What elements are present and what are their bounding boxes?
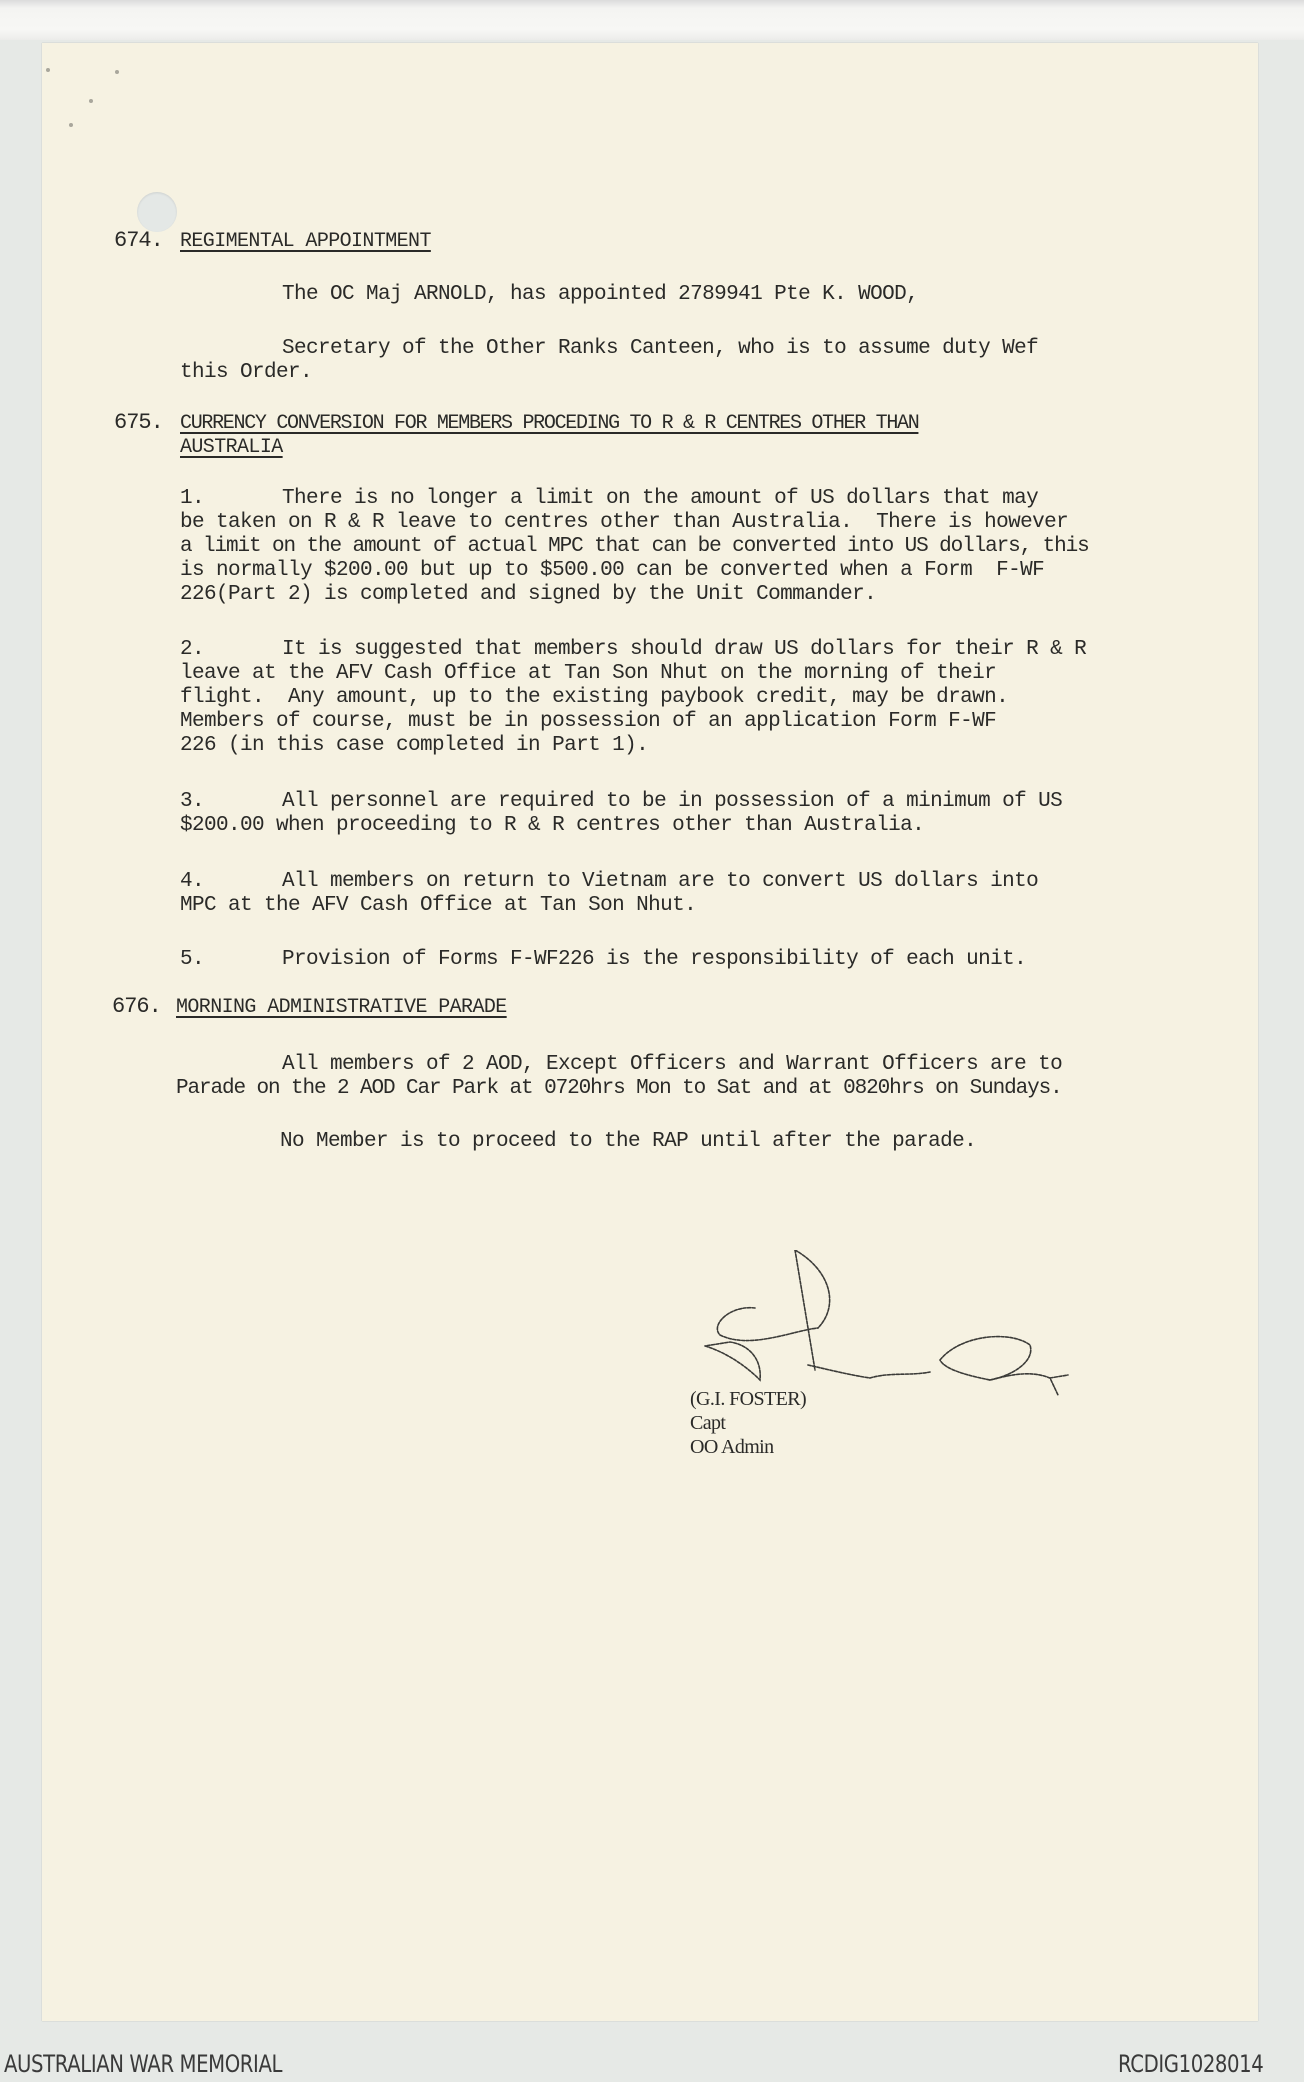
paper-speck — [46, 68, 50, 72]
item-line: 226(Part 2) is completed and signed by the Unit Commander. — [180, 583, 877, 606]
paragraph-line: Secretary of the Other Ranks Canteen, who is to assume duty Wef — [282, 337, 1039, 360]
section-heading-continued: AUSTRALIA — [180, 436, 283, 459]
punch-hole — [137, 192, 177, 232]
footer-reference: RCDIG1028014 — [1118, 2050, 1264, 2078]
footer-institution: AUSTRALIAN WAR MEMORIAL — [4, 2050, 283, 2078]
paper-speck — [115, 70, 119, 74]
item-line: All members on return to Vietnam are to convert US dollars into — [282, 870, 1039, 893]
item-number: 2. — [180, 638, 205, 661]
section-heading: REGIMENTAL APPOINTMENT — [180, 230, 431, 253]
item-number: 4. — [180, 870, 205, 893]
item-line: Members of course, must be in possession of an application Form F-WF — [180, 710, 997, 733]
item-line: 226 (in this case completed in Part 1). — [180, 734, 649, 757]
item-line: MPC at the AFV Cash Office at Tan Son Nhut. — [180, 894, 697, 917]
item-line: leave at the AFV Cash Office at Tan Son Nhut on the morning of their — [180, 662, 997, 685]
section-heading: CURRENCY CONVERSION FOR MEMBERS PROCEDING TO R & R CENTRES OTHER THAN — [180, 412, 919, 435]
section-number: 675. — [114, 410, 163, 435]
paragraph-line: No Member is to proceed to the RAP until after the parade. — [280, 1130, 977, 1153]
item-line: $200.00 when proceeding to R & R centres other than Australia. — [180, 814, 925, 837]
item-number: 1. — [180, 487, 205, 510]
section-number: 674. — [114, 228, 163, 253]
section-heading: MORNING ADMINISTRATIVE PARADE — [176, 996, 507, 1019]
signatory-name: (G.I. FOSTER) — [690, 1388, 807, 1410]
item-line: It is suggested that members should draw US dollars for their R & R — [282, 638, 1087, 661]
paragraph-line: All members of 2 AOD, Except Officers and Warrant Officers are to — [282, 1053, 1063, 1076]
signatory-appointment: OO Admin — [690, 1436, 774, 1458]
item-line: is normally $200.00 but up to $500.00 can be converted when a Form F-WF — [180, 559, 1045, 582]
item-line: There is no longer a limit on the amount of US dollars that may — [282, 487, 1039, 510]
item-line: be taken on R & R leave to centres other than Australia. There is however — [180, 511, 1069, 534]
paper-speck — [89, 99, 93, 103]
item-line: Provision of Forms F-WF226 is the responsibility of each unit. — [282, 948, 1027, 971]
item-line: flight. Any amount, up to the existing paybook credit, may be drawn. — [180, 686, 1009, 709]
item-number: 5. — [180, 948, 205, 971]
paper-speck — [69, 123, 73, 127]
paragraph-line: Parade on the 2 AOD Car Park at 0720hrs Mon to Sat and at 0820hrs on Sundays. — [176, 1077, 1062, 1100]
item-line: All personnel are required to be in possession of a minimum of US — [282, 790, 1063, 813]
signatory-rank: Capt — [690, 1412, 726, 1434]
item-number: 3. — [180, 790, 205, 813]
paragraph-line: The OC Maj ARNOLD, has appointed 2789941 Pte K. WOOD, — [282, 283, 919, 306]
section-number: 676. — [112, 994, 161, 1019]
handwritten-signature — [690, 1250, 1110, 1400]
paragraph-line: this Order. — [180, 361, 313, 384]
item-line: a limit on the amount of actual MPC that can be converted into US dollars, this — [180, 535, 1089, 558]
scanner-top-band — [0, 0, 1304, 40]
